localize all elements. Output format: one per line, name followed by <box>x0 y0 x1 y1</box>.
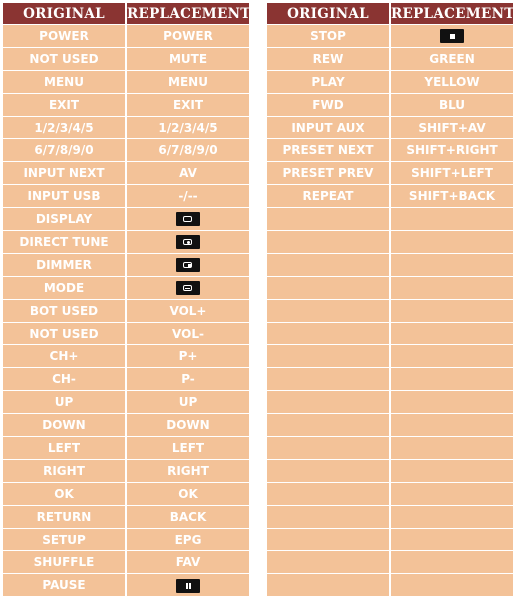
table-row <box>267 162 513 184</box>
replacement-cell: SHIFT+LEFT <box>391 162 513 184</box>
original-cell <box>267 574 389 596</box>
table-row <box>3 208 249 230</box>
table-row <box>3 574 249 596</box>
replacement-cell <box>391 414 513 436</box>
original-cell <box>267 414 389 436</box>
original-column-header: ORIGINAL <box>3 3 125 24</box>
table-row <box>267 71 513 93</box>
replacement-cell <box>391 25 513 47</box>
table-row <box>267 300 513 322</box>
original-cell: INPUT USB <box>3 185 125 207</box>
replacement-column-header: REPLACEMENT <box>391 3 513 24</box>
table-row <box>267 391 513 413</box>
original-column-header: ORIGINAL <box>267 3 389 24</box>
replacement-cell <box>391 277 513 299</box>
table-row <box>267 460 513 482</box>
original-cell: NOT USED <box>3 323 125 345</box>
replacement-cell <box>127 254 249 276</box>
table-row <box>267 94 513 116</box>
original-cell: PRESET PREV <box>267 162 389 184</box>
table-row <box>267 437 513 459</box>
header-row <box>267 3 513 24</box>
original-cell: SETUP <box>3 529 125 551</box>
original-cell <box>267 506 389 528</box>
original-cell <box>267 551 389 573</box>
replacement-cell <box>391 529 513 551</box>
replacement-cell <box>391 345 513 367</box>
original-cell: MENU <box>3 71 125 93</box>
pause-key-icon <box>176 579 200 593</box>
replacement-cell: RIGHT <box>127 460 249 482</box>
original-cell <box>267 483 389 505</box>
replacement-cell <box>391 574 513 596</box>
left-mapping-table <box>1 2 251 597</box>
replacement-cell: 6/7/8/9/0 <box>127 139 249 161</box>
replacement-cell <box>391 483 513 505</box>
table-row <box>267 345 513 367</box>
original-cell: PLAY <box>267 71 389 93</box>
original-cell <box>267 277 389 299</box>
replacement-cell: OK <box>127 483 249 505</box>
replacement-cell <box>391 391 513 413</box>
replacement-cell: AV <box>127 162 249 184</box>
stop-key-icon <box>440 29 464 43</box>
replacement-cell: SHIFT+RIGHT <box>391 139 513 161</box>
replacement-cell: MENU <box>127 71 249 93</box>
table-row <box>3 460 249 482</box>
replacement-cell: BLU <box>391 94 513 116</box>
original-cell: PAUSE <box>3 574 125 596</box>
replacement-cell <box>127 208 249 230</box>
original-cell: REW <box>267 48 389 70</box>
replacement-cell: MUTE <box>127 48 249 70</box>
replacement-cell: DOWN <box>127 414 249 436</box>
table-row <box>3 414 249 436</box>
replacement-cell: P+ <box>127 345 249 367</box>
original-cell: INPUT NEXT <box>3 162 125 184</box>
table-row <box>3 231 249 253</box>
replacement-cell <box>391 208 513 230</box>
table-row <box>3 254 249 276</box>
table-row <box>3 529 249 551</box>
table-row <box>267 254 513 276</box>
table-row <box>3 139 249 161</box>
table-row <box>3 117 249 139</box>
original-cell: DIMMER <box>3 254 125 276</box>
replacement-cell: VOL- <box>127 323 249 345</box>
replacement-cell: FAV <box>127 551 249 573</box>
table-row <box>267 368 513 390</box>
original-cell <box>267 437 389 459</box>
original-cell: STOP <box>267 25 389 47</box>
replacement-cell: P- <box>127 368 249 390</box>
mode-key-icon <box>176 281 200 295</box>
original-cell: FWD <box>267 94 389 116</box>
table-row <box>3 437 249 459</box>
original-cell: OK <box>3 483 125 505</box>
original-cell: POWER <box>3 25 125 47</box>
table-row <box>3 551 249 573</box>
original-cell <box>267 529 389 551</box>
original-cell <box>267 391 389 413</box>
replacement-cell <box>127 277 249 299</box>
replacement-cell: BACK <box>127 506 249 528</box>
original-cell: RETURN <box>3 506 125 528</box>
original-cell: PRESET NEXT <box>267 139 389 161</box>
replacement-cell <box>391 300 513 322</box>
original-cell: RIGHT <box>3 460 125 482</box>
replacement-cell <box>391 506 513 528</box>
original-cell: DISPLAY <box>3 208 125 230</box>
replacement-cell <box>391 460 513 482</box>
table-row <box>267 231 513 253</box>
original-cell: UP <box>3 391 125 413</box>
table-row <box>3 48 249 70</box>
original-cell: DIRECT TUNE <box>3 231 125 253</box>
original-cell <box>267 208 389 230</box>
original-cell <box>267 300 389 322</box>
replacement-cell <box>391 231 513 253</box>
replacement-cell: POWER <box>127 25 249 47</box>
table-row <box>267 323 513 345</box>
table-row <box>267 139 513 161</box>
original-cell: SHUFFLE <box>3 551 125 573</box>
replacement-cell: LEFT <box>127 437 249 459</box>
table-row <box>267 414 513 436</box>
replacement-cell <box>391 323 513 345</box>
replacement-cell: VOL+ <box>127 300 249 322</box>
table-row <box>3 25 249 47</box>
original-cell: NOT USED <box>3 48 125 70</box>
original-cell: REPEAT <box>267 185 389 207</box>
original-cell: MODE <box>3 277 125 299</box>
replacement-cell: YELLOW <box>391 71 513 93</box>
table-row <box>3 391 249 413</box>
table-row <box>267 529 513 551</box>
table-row <box>267 117 513 139</box>
table-row <box>3 162 249 184</box>
table-row <box>3 323 249 345</box>
replacement-cell: GREEN <box>391 48 513 70</box>
original-cell: 1/2/3/4/5 <box>3 117 125 139</box>
display-key-icon <box>176 212 200 226</box>
original-cell: BOT USED <box>3 300 125 322</box>
table-row <box>3 185 249 207</box>
original-cell <box>267 254 389 276</box>
replacement-cell: SHIFT+AV <box>391 117 513 139</box>
table-row <box>267 185 513 207</box>
table-row <box>267 277 513 299</box>
replacement-cell <box>391 254 513 276</box>
table-row <box>267 574 513 596</box>
original-cell <box>267 231 389 253</box>
replacement-cell: EPG <box>127 529 249 551</box>
original-cell <box>267 323 389 345</box>
original-cell: CH- <box>3 368 125 390</box>
dimmer-key-icon <box>176 258 200 272</box>
replacement-cell <box>391 368 513 390</box>
replacement-cell: SHIFT+BACK <box>391 185 513 207</box>
replacement-cell <box>391 437 513 459</box>
table-row <box>3 345 249 367</box>
original-cell: CH+ <box>3 345 125 367</box>
replacement-cell: EXIT <box>127 94 249 116</box>
table-row <box>267 483 513 505</box>
original-cell: INPUT AUX <box>267 117 389 139</box>
replacement-cell <box>391 551 513 573</box>
table-row <box>3 506 249 528</box>
replacement-cell <box>127 574 249 596</box>
original-cell: EXIT <box>3 94 125 116</box>
table-row <box>267 48 513 70</box>
replacement-cell: 1/2/3/4/5 <box>127 117 249 139</box>
replacement-cell: UP <box>127 391 249 413</box>
table-row <box>267 208 513 230</box>
table-row <box>3 277 249 299</box>
original-cell: LEFT <box>3 437 125 459</box>
table-row <box>3 94 249 116</box>
table-row <box>3 71 249 93</box>
table-row <box>3 300 249 322</box>
original-cell <box>267 368 389 390</box>
replacement-cell: -/-- <box>127 185 249 207</box>
table-row <box>3 368 249 390</box>
original-cell <box>267 460 389 482</box>
table-row <box>267 25 513 47</box>
table-row <box>267 506 513 528</box>
table-row <box>267 551 513 573</box>
right-mapping-table <box>265 2 515 597</box>
original-cell: 6/7/8/9/0 <box>3 139 125 161</box>
direct-tune-key-icon <box>176 235 200 249</box>
header-row <box>3 3 249 24</box>
replacement-cell <box>127 231 249 253</box>
original-cell <box>267 345 389 367</box>
original-cell: DOWN <box>3 414 125 436</box>
table-row <box>3 483 249 505</box>
replacement-column-header: REPLACEMENT <box>127 3 249 24</box>
